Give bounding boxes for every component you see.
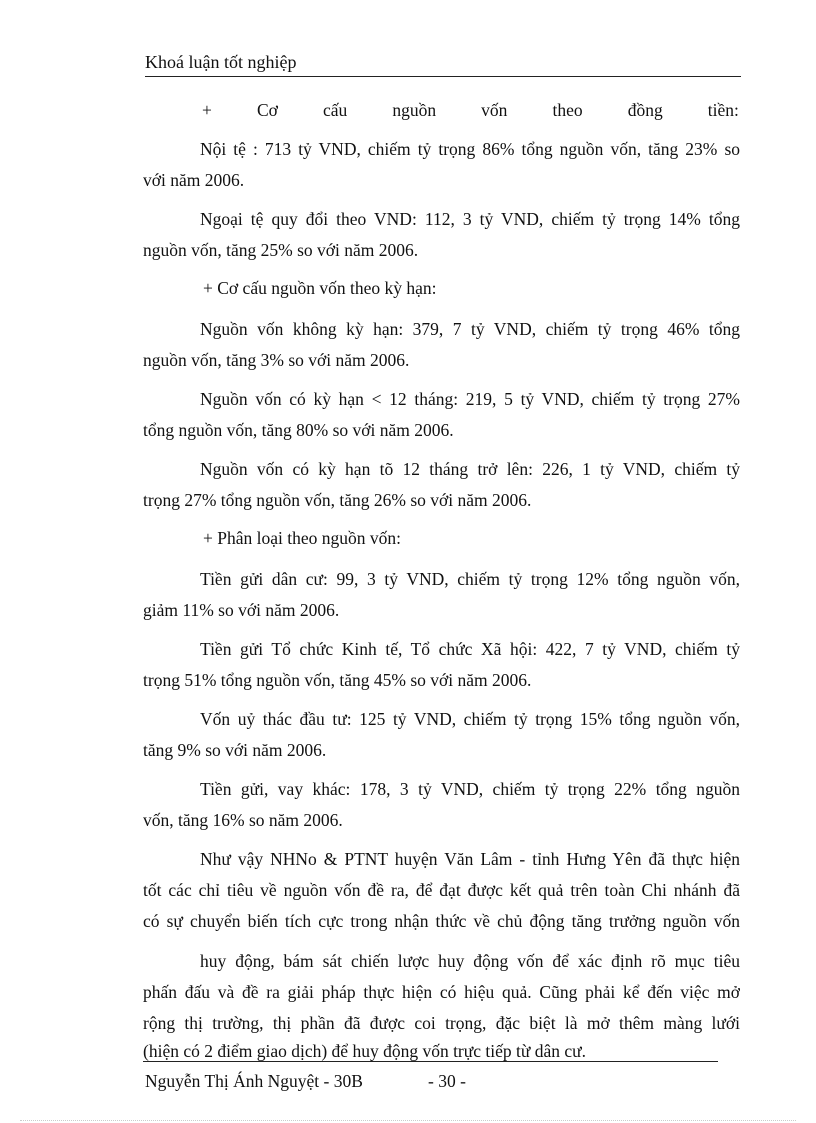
page-header <box>145 52 741 77</box>
text-line: Nguồn vốn không kỳ hạn: 379, 7 tỷ VND, chiếm tỷ trọng 46% tổng <box>200 319 740 339</box>
word: đồng <box>627 100 663 120</box>
page-edge-divider <box>20 1120 796 1121</box>
text-line: tốt các chỉ tiêu về nguồn vốn đề ra, để đạt được kết quả trên toàn Chi nhánh đã <box>143 880 740 900</box>
text-line: với năm 2006. <box>143 170 245 190</box>
text-line: rộng thị trường, thị phần đã được coi trọng, đặc biệt là mở thêm màng lưới <box>143 1013 740 1033</box>
text-line: tổng nguồn vốn, tăng 80% so với năm 2006. <box>143 420 454 440</box>
text-line: giảm 11% so với năm 2006. <box>143 600 340 620</box>
text-line: Nguồn vốn có kỳ hạn tõ 12 tháng trở lên: 226, 1 tỷ VND, chiếm tỷ <box>200 459 740 479</box>
text-line: Như vậy NHNo & PTNT huyện Văn Lâm - tỉnh Hưng Yên đã thực hiện <box>200 849 740 869</box>
text-line: (hiện có 2 điểm giao dịch) để huy động vốn trực tiếp từ dân cư. <box>143 1041 586 1061</box>
page-footer <box>145 1071 466 1092</box>
word: Cơ <box>256 100 278 120</box>
text-line: Vốn uỷ thác đầu tư: 125 tỷ VND, chiếm tỷ trọng 15% tổng nguồn vốn, <box>200 709 740 729</box>
word: tiền: <box>707 100 739 120</box>
word: theo <box>552 100 583 120</box>
text-line: Tiền gửi Tổ chức Kinh tế, Tổ chức Xã hội: 422, 7 tỷ VND, chiếm tỷ <box>200 639 740 659</box>
text-line: tăng 9% so với năm 2006. <box>143 740 327 760</box>
subheading-term-structure: + Cơ cấu nguồn vốn theo kỳ hạn: <box>203 278 437 298</box>
subheading-source-classification: + Phân loại theo nguồn vốn: <box>203 528 401 548</box>
text-line: có sự chuyển biến tích cực trong nhận thức về chủ động tăng trưởng nguồn vốn <box>143 911 740 931</box>
word: cấu <box>322 100 348 120</box>
header-title: Khoá luận tốt nghiệp <box>145 52 297 72</box>
text-line: Nội tệ : 713 tỷ VND, chiếm tỷ trọng 86% tổng nguồn vốn, tăng 23% so <box>200 139 740 159</box>
text-line: phấn đấu và đề ra giải pháp thực hiện có hiệu quả. Cũng phải kể đến việc mở <box>143 982 740 1002</box>
word: + <box>202 100 212 120</box>
word: nguồn <box>392 100 437 120</box>
text-line: trọng 51% tổng nguồn vốn, tăng 45% so với năm 2006. <box>143 670 532 690</box>
text-line: trọng 27% tổng nguồn vốn, tăng 26% so với năm 2006. <box>143 490 532 510</box>
text-line: Tiền gửi, vay khác: 178, 3 tỷ VND, chiếm tỷ trọng 22% tổng nguồn <box>200 779 740 799</box>
text-line: nguồn vốn, tăng 25% so với năm 2006. <box>143 240 419 260</box>
text-line: vốn, tăng 16% so năm 2006. <box>143 810 343 830</box>
text-line: Nguồn vốn có kỳ hạn < 12 tháng: 219, 5 tỷ VND, chiếm tỷ trọng 27% <box>200 389 740 409</box>
heading-currency-structure <box>202 100 739 121</box>
text-line: nguồn vốn, tăng 3% so với năm 2006. <box>143 350 410 370</box>
text-line: huy động, bám sát chiến lược huy động vốn để xác định rõ mục tiêu <box>200 951 740 971</box>
text-line: Ngoại tệ quy đổi theo VND: 112, 3 tỷ VND, chiếm tỷ trọng 14% tổng <box>200 209 740 229</box>
word: vốn <box>481 100 508 120</box>
page-number: - 30 - <box>428 1071 466 1091</box>
footer-author: Nguyễn Thị Ánh Nguyệt - 30B <box>145 1071 363 1091</box>
footer-rule <box>143 1061 718 1062</box>
text-line: Tiền gửi dân cư: 99, 3 tỷ VND, chiếm tỷ trọng 12% tổng nguồn vốn, <box>200 569 740 589</box>
